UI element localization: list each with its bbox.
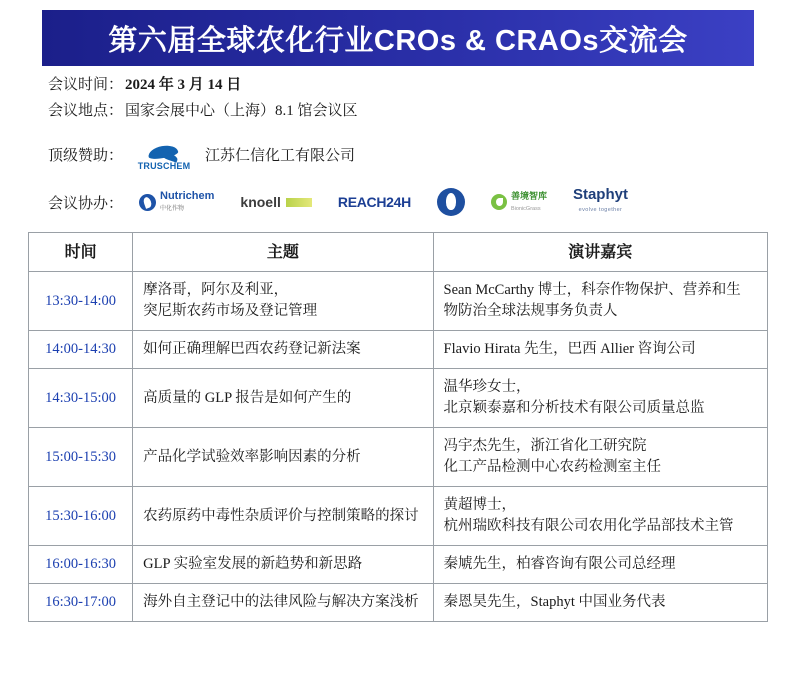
agenda-speaker-line: Sean McCarthy 博士，科奈作物保护、营养和生 — [443, 282, 741, 298]
table-row — [29, 428, 768, 487]
coorganizer-row — [48, 180, 760, 224]
event-time-label: 会议时间： — [48, 77, 124, 93]
event-time-row — [48, 72, 748, 98]
nutrichem-subname: 中化作物 — [160, 206, 185, 212]
agenda-speaker-line: 化工产品检测中心农药检测室主任 — [443, 459, 662, 475]
agenda-topic-line: 农药原药中毒性杂质评价与控制策略的探讨 — [143, 507, 419, 524]
agenda-cell-speaker — [433, 584, 767, 622]
agenda-topic-line: 摩洛哥，阿尔及利亚， — [143, 282, 289, 298]
staphyt-tagline: evolve together — [578, 206, 623, 213]
agenda-topic-line: 产品化学试验效率影响因素的分析 — [143, 448, 361, 465]
agenda-cell-topic — [133, 546, 433, 584]
green-lab-subname: BionicGrass — [510, 206, 541, 212]
nutrichem-name: Nutrichem — [160, 190, 215, 202]
agenda-header-row — [29, 233, 768, 272]
green-lab-name: 善境智库 — [510, 191, 547, 201]
agenda-cell-topic — [133, 272, 433, 331]
agenda-cell-time: 16:30-17:00 — [29, 584, 133, 622]
agenda-topic-line: GLP 实验室发展的新趋势和新思路 — [143, 556, 363, 572]
table-row — [29, 369, 768, 428]
agenda-header-topic: 主题 — [133, 233, 433, 272]
agenda-cell-topic — [133, 369, 433, 428]
knoell-logo-icon — [240, 187, 311, 217]
event-info — [48, 72, 748, 124]
coorganizer-label: 会议协办： — [48, 195, 124, 212]
staphyt-logo-icon — [573, 187, 628, 217]
agenda-topic-line: 如何正确理解巴西农药登记新法案 — [143, 341, 361, 357]
top-sponsor-name: 江苏仁信化工有限公司 — [205, 147, 356, 164]
staphyt-wordmark — [572, 185, 628, 216]
institute-logo-icon — [437, 187, 465, 217]
agenda-cell-speaker — [433, 428, 767, 487]
top-sponsor-label: 顶级赞助： — [48, 147, 124, 164]
green-lab-wordmark — [511, 190, 547, 214]
agenda-speaker-line: Flavio Hirata 先生，巴西 Allier 咨询公司 — [443, 341, 696, 357]
table-row — [29, 272, 768, 331]
nutrichem-wordmark — [160, 190, 214, 214]
agenda-cell-speaker — [433, 272, 767, 331]
coorganizer-logos — [139, 187, 628, 217]
agenda-cell-time: 15:00-15:30 — [29, 428, 133, 487]
agenda-speaker-line: 黄超博士， — [443, 497, 517, 513]
agenda-cell-topic — [133, 428, 433, 487]
reach24h-wordmark: REACH24H — [337, 194, 411, 210]
truschem-logo-icon — [131, 137, 197, 171]
green-lab-mark-icon — [491, 194, 507, 210]
agenda-cell-topic — [133, 584, 433, 622]
event-place-value: 国家会展中心（上海）8.1 馆会议区 — [125, 103, 358, 119]
agenda-cell-time: 16:00-16:30 — [29, 546, 133, 584]
agenda-speaker-line: 冯宇杰先生，浙江省化工研究院 — [443, 438, 647, 454]
agenda-cell-speaker — [433, 369, 767, 428]
agenda-speaker-line: 杭州瑞欧科技有限公司农用化学品部技术主管 — [443, 518, 734, 534]
agenda-speaker-line: 秦虓先生，柏睿咨询有限公司总经理 — [443, 556, 676, 572]
agenda-speaker-line: 秦恩昊先生，Staphyt 中国业务代表 — [443, 594, 666, 610]
table-row — [29, 331, 768, 369]
agenda-topic-line: 海外自主登记中的法律风险与解决方案浅析 — [143, 594, 419, 610]
truschem-wordmark: TRUSCHEM — [137, 161, 191, 171]
event-title: 第六届全球农化行业CROs & CRAOs交流会 — [108, 24, 688, 57]
table-row — [29, 546, 768, 584]
knoell-wordmark: knoell — [240, 194, 281, 210]
agenda-cell-time: 14:30-15:00 — [29, 369, 133, 428]
agenda-cell-time: 15:30-16:00 — [29, 487, 133, 546]
agenda-body — [29, 272, 768, 622]
event-place-label: 会议地点： — [48, 103, 124, 119]
agenda-speaker-line: 温华珍女士， — [443, 379, 531, 395]
agenda-cell-topic — [133, 331, 433, 369]
nutrichem-mark-icon — [139, 194, 156, 211]
staphyt-name: Staphyt — [572, 185, 628, 203]
agenda-header-speaker: 演讲嘉宾 — [433, 233, 767, 272]
truschem-mark-icon — [144, 145, 184, 161]
agenda-cell-speaker — [433, 331, 767, 369]
agenda-table — [28, 232, 768, 622]
event-time-value: 2024 年 3 月 14 日 — [125, 77, 242, 93]
agenda-cell-speaker — [433, 546, 767, 584]
nutrichem-logo-icon — [139, 187, 214, 217]
knoell-bar-icon — [286, 198, 312, 207]
agenda-cell-time: 13:30-14:00 — [29, 272, 133, 331]
table-row — [29, 487, 768, 546]
reach24h-logo-icon — [338, 187, 411, 217]
table-row — [29, 584, 768, 622]
top-sponsor-row — [48, 136, 748, 172]
agenda-cell-topic — [133, 487, 433, 546]
agenda-header-time: 时间 — [29, 233, 133, 272]
agenda-speaker-line: 物防治全球法规事务负责人 — [443, 303, 618, 319]
agenda-cell-speaker — [433, 487, 767, 546]
agenda-topic-line: 突尼斯农药市场及登记管理 — [143, 303, 318, 319]
event-place-row — [48, 98, 748, 124]
agenda-topic-line: 高质量的 GLP 报告是如何产生的 — [143, 389, 352, 406]
institute-mark-icon — [437, 188, 465, 216]
event-banner — [42, 10, 754, 66]
agenda-cell-time: 14:00-14:30 — [29, 331, 133, 369]
agenda-speaker-line: 北京颖泰嘉和分析技术有限公司质量总监 — [443, 400, 705, 416]
green-lab-logo-icon — [491, 187, 547, 217]
